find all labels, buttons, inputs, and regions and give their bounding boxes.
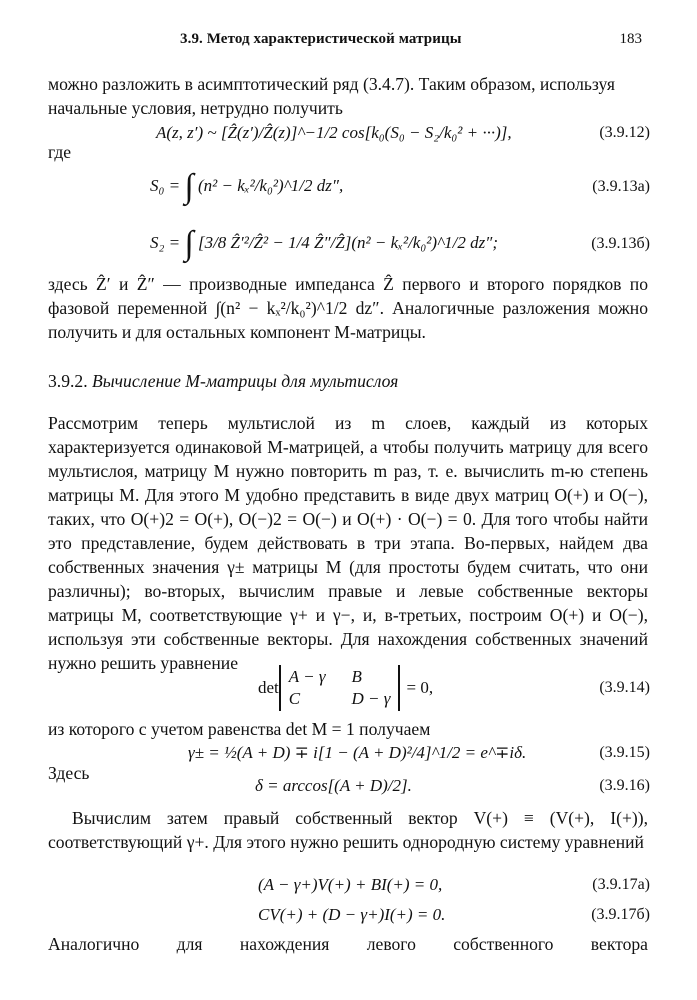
- equation-number: (3.9.13б): [591, 235, 650, 252]
- equation-3-9-14: [48, 660, 650, 716]
- paragraph-2: здесь Ẑ′ и Ẑ″ — производные импеданса Ẑ первого и второго порядков по фазовой переменной ∫(n² − kₓ²/k₀²)^1/2 dz″. Аналогичные разложения можно получить и для остальных компонент M-матрицы.: [48, 274, 648, 342]
- equation-rhs: (n² − kₓ²/k₀²)^1/2 dz″,: [197, 175, 344, 195]
- equation-3-9-13a: [48, 160, 650, 214]
- matrix-cell: D − γ: [351, 689, 391, 708]
- equation-number: (3.9.16): [599, 777, 650, 794]
- equation-body: [258, 665, 433, 711]
- matrix-cell: A − γ: [288, 667, 326, 686]
- section-number: 3.9.2.: [48, 371, 88, 391]
- matrix-cell: B: [351, 667, 362, 686]
- equation-3-9-16: [48, 773, 650, 799]
- matrix-cell: C: [288, 689, 301, 708]
- equation-suffix: = 0,: [406, 678, 434, 697]
- equation-body: CV(+) + (D − γ+)I(+) = 0.: [258, 905, 446, 924]
- equation-3-9-13b: [48, 216, 650, 272]
- equation-number: (3.9.17б): [591, 906, 650, 923]
- paragraph-1: можно разложить в асимптотический ряд (3.4.7). Таким образом, используя начальные условия, нетрудно получить: [48, 74, 615, 118]
- header-title: 3.9. Метод характеристической матрицы: [180, 30, 462, 47]
- equation-number: (3.9.14): [599, 679, 650, 696]
- where-label: где: [48, 142, 72, 162]
- here-label: Здесь: [48, 763, 90, 783]
- equation-number: (3.9.17а): [592, 876, 650, 893]
- matrix: [279, 665, 401, 711]
- section-heading: [48, 371, 398, 392]
- equation-body: A(z, z′) ~ [Ẑ(z′)/Ẑ(z)]^−1/2 cos[k₀(S₀ − S₂/k₀² + ···)],: [156, 123, 512, 142]
- equation-lhs: S₂ =: [150, 232, 181, 252]
- equation-rhs: [3/8 Ẑ′²/Ẑ² − 1/4 Ẑ″/Ẑ](n² − kₓ²/k₀²)^1/2 dz″;: [197, 232, 499, 252]
- paragraph-4: из которого с учетом равенства det M = 1 получаем: [48, 719, 431, 739]
- section-title: Вычисление M-матрицы для мультислоя: [92, 371, 399, 391]
- equation-number: (3.9.15): [599, 744, 650, 761]
- equation-body: γ± = ½(A + D) ∓ i[1 − (A + D)²/4]^1/2 = e^∓iδ.: [188, 743, 527, 762]
- equation-body: [150, 225, 498, 263]
- equation-body: [150, 168, 343, 206]
- equation-number: (3.9.13а): [592, 178, 650, 195]
- equation-body: (A − γ+)V(+) + BI(+) = 0,: [258, 875, 443, 894]
- equation-3-9-17a: [48, 872, 650, 898]
- paragraph-6: Аналогично для нахождения левого собственного вектора: [48, 934, 648, 954]
- integral-sign: ∫: [184, 225, 194, 262]
- equation-3-9-17b: [48, 902, 650, 928]
- equation-3-9-12: [48, 118, 650, 148]
- integral-sign: ∫: [184, 168, 194, 205]
- equation-3-9-15: [48, 740, 650, 766]
- page-number: 183: [619, 30, 642, 47]
- equation-lhs: S₀ =: [150, 175, 181, 195]
- paragraph-3: Рассмотрим теперь мультислой из m слоев, каждый из которых характеризуется одинаковой M-матрицей, а чтобы получить матрицу для всего мультислоя, матрицу M нужно повторить m раз, т. е. вычислить m-ю степень матрицы M. Для этого M удобно представить в виде двух матриц O(+) и O(−), таких, что O(+)2 = O(+), O(−)2 = O(−) и O(+) · O(−) = 0. Для того чтобы найти это представление, будем действовать в три этапа. Во-первых, найдем два собственных значения γ± матрицы M (для простоты будем считать, что они различны); во-вторых, вычислим правые и левые собственные векторы матрицы M, соответствующие γ+ и γ−, и, в-третьих, построим O(+) и O(−), используя эти собственные векторы. Для нахождения собственных значений нужно решить уравнение: [48, 413, 648, 673]
- equation-body: δ = arccos[(A + D)/2].: [255, 776, 412, 795]
- running-header: [180, 27, 642, 51]
- det-label: det: [258, 678, 279, 697]
- equation-number: (3.9.12): [599, 124, 650, 141]
- paragraph-5: Вычислим затем правый собственный вектор V(+) ≡ (V(+), I(+)), соответствующий γ+. Для этого нужно решить однородную систему уравнений: [48, 808, 648, 852]
